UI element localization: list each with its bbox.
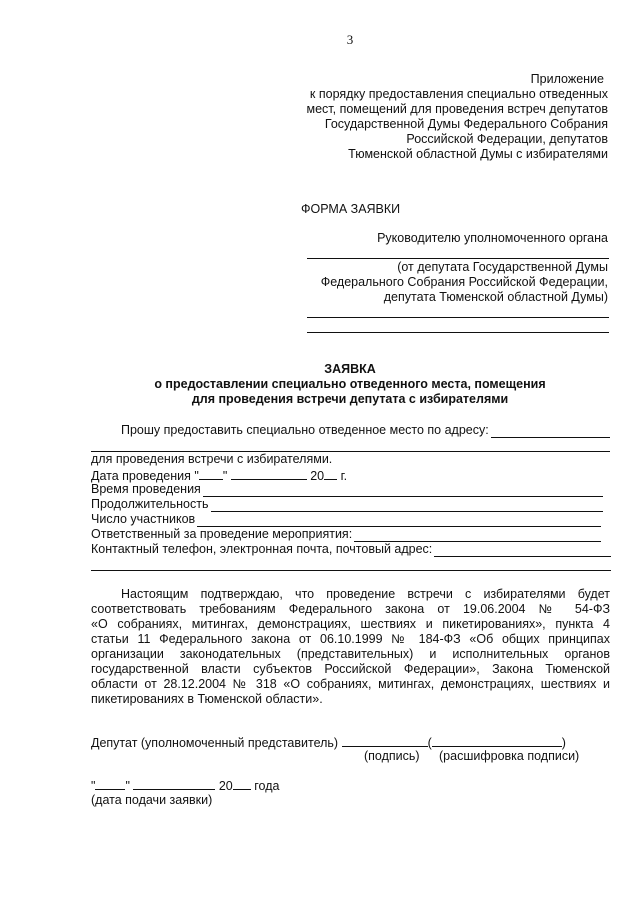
year-prefix: 20 [310,469,325,483]
duration-field [91,497,603,512]
signature-caption: (подпись) [364,749,420,763]
appendix-line: Российской Федерации, депутатов [406,132,608,146]
duration-label: Продолжительность [91,497,209,511]
appendix-line: к порядку предоставления специально отведенных [309,87,608,101]
submission-year-blank [233,777,251,790]
confirmation-line: статьи 11 Федерального закона от 06.10.1999 № 184-ФЗ «Об общих принципах [91,632,610,646]
address-label: Прошу предоставить специально отведенное место по адресу: [121,423,489,437]
addressee-from-line: Федерального Собрания Российской Федерации, [320,275,608,289]
addressee-from-line: (от депутата Государственной Думы [397,260,608,274]
year-blank [324,467,337,480]
contacts-blank [434,544,611,557]
submission-suffix: года [254,779,280,793]
responsible-field [91,527,601,542]
submission-month-blank [133,777,215,790]
contacts-continuation-line [91,570,611,571]
signature-label: Депутат (уполномоченный представитель) [91,736,339,750]
address-blank [491,425,610,438]
decode-caption: (расшифровка подписи) [439,749,580,763]
appendix-title: Приложение [530,72,604,86]
confirmation-line: области от 28.12.2004 № 318 «О собраниях, митингах, демонстрациях, шествиях и [91,677,610,691]
address-field [121,423,610,438]
year-suffix: г. [340,469,348,483]
title-line: для проведения встречи депутата с избирателями [191,392,509,406]
duration-blank [211,499,604,512]
time-blank [203,484,603,497]
appendix-line: мест, помещений для проведения встреч депутатов [306,102,608,116]
month-blank [231,467,307,480]
confirmation-line: пикетированиях в Тюменской области». [91,692,323,706]
addressee-from-line: депутата Тюменской областной Думы) [383,290,608,304]
submission-day-blank [95,777,125,790]
appendix-line: Государственной Думы Федерального Собрания [324,117,608,131]
responsible-label: Ответственный за проведение мероприятия: [91,527,353,541]
responsible-blank [354,529,601,542]
confirmation-line: «О собраниях, митингах, демонстрациях, шествиях и пикетированиях», пункта 4 [91,617,610,631]
form-heading: ФОРМА ЗАЯВКИ [301,202,401,216]
addressee-blank-line [307,258,609,259]
decode-blank [432,734,562,747]
participants-blank [197,514,601,527]
participants-field [91,512,601,527]
signature-open-paren: ( [427,736,432,750]
participants-label: Число участников [91,512,196,526]
page-number: 3 [346,32,354,47]
title-line: о предоставлении специально отведенного места, помещения [154,377,546,391]
confirmation-line: организации законодательных (представительных) и исполнительных органов [91,647,610,661]
confirmation-line: соответствовать требованиям Федерального закона от 19.06.2004 № 54-ФЗ [91,602,610,616]
time-label: Время проведения [91,482,201,496]
contacts-field [91,542,611,557]
signature-blank [342,734,428,747]
submission-year: 20 [218,779,233,793]
submission-quote-close: " [125,779,130,793]
submission-date-row [91,777,279,794]
addressee-blank-line [307,317,609,318]
contacts-label: Контактный телефон, электронная почта, почтовый адрес: [91,542,433,556]
confirmation-line: государственной власти субъектов Российской Федерации», Закона Тюменской [91,662,610,676]
date-quote: " [222,469,228,483]
appendix-line: Тюменской областной Думы с избирателями [348,147,608,161]
time-field [91,482,603,497]
addressee-blank-line [307,332,609,333]
title-main: ЗАЯВКА [324,362,376,376]
day-blank [199,467,223,480]
signature-close-paren: ) [561,736,566,750]
date-label: Дата проведения " [91,469,199,483]
purpose-text: для проведения встречи с избирателями. [91,452,333,466]
submission-caption: (дата подачи заявки) [91,793,213,807]
submission-quote-open: " [91,779,96,793]
addressee-line: Руководителю уполномоченного органа [377,231,608,245]
confirmation-line: Настоящим подтверждаю, что проведение встречи с избирателями будет [121,587,610,601]
